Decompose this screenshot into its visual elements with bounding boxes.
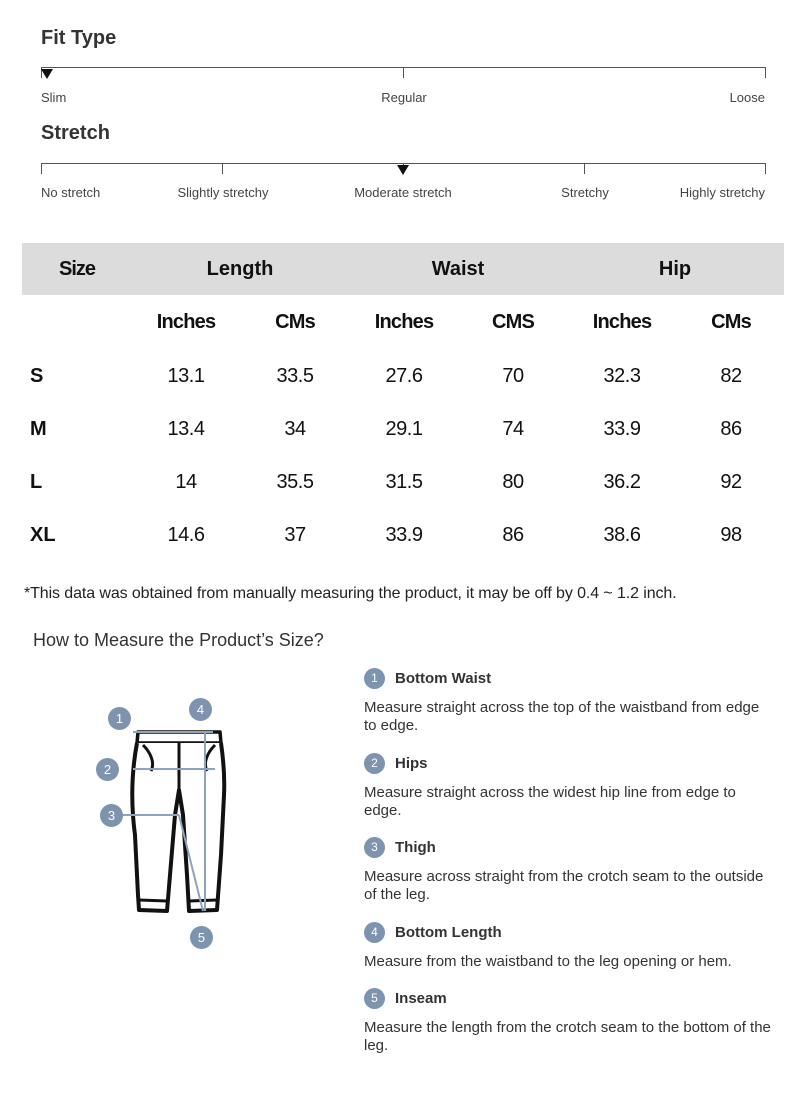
diagram-badge-5: 5 bbox=[190, 926, 213, 949]
step-title: Thigh bbox=[395, 839, 436, 856]
step-number-badge: 1 bbox=[364, 668, 385, 689]
diagram-badge-2: 2 bbox=[96, 758, 119, 781]
stretch-title: Stretch bbox=[41, 122, 110, 144]
header-waist: Waist bbox=[431, 258, 485, 280]
diagram-badge-1: 1 bbox=[108, 707, 131, 730]
subheader-hip-inches: Inches bbox=[592, 311, 652, 333]
diagram-badge-4: 4 bbox=[189, 698, 212, 721]
step-description: Measure the length from the crotch seam to the bottom of the leg. bbox=[364, 1019, 771, 1054]
cell: 98 bbox=[720, 524, 742, 546]
stretch-label-slightly: Slightly stretchy bbox=[177, 185, 269, 200]
step-description: Measure across straight from the crotch seam to the outside of the leg. bbox=[364, 868, 764, 903]
step-description: Measure straight across the widest hip line from edge to edge. bbox=[364, 784, 736, 819]
row-size: M bbox=[30, 418, 47, 440]
cell: 14 bbox=[175, 471, 197, 493]
stretch-label-stretchy: Stretchy bbox=[561, 185, 609, 200]
step-title: Hips bbox=[395, 755, 428, 772]
cell: 33.9 bbox=[385, 524, 423, 546]
cell: 33.5 bbox=[276, 365, 314, 387]
row-size: L bbox=[30, 471, 43, 493]
subheader-hip-cms: CMs bbox=[711, 311, 751, 333]
cell: 36.2 bbox=[603, 471, 641, 493]
cell: 29.1 bbox=[385, 418, 423, 440]
stretch-selected-marker bbox=[397, 165, 409, 175]
fit-type-selected-marker bbox=[41, 69, 53, 79]
subheader-waist-cms: CMS bbox=[491, 311, 535, 333]
cell: 31.5 bbox=[385, 471, 423, 493]
cell: 37 bbox=[284, 524, 306, 546]
step-title: Inseam bbox=[395, 990, 447, 1007]
subheader-waist-inches: Inches bbox=[374, 311, 434, 333]
cell: 27.6 bbox=[385, 365, 423, 387]
stretch-label-none: No stretch bbox=[41, 185, 101, 200]
fit-type-title: Fit Type bbox=[41, 27, 117, 49]
cell: 13.1 bbox=[167, 365, 205, 387]
cell: 38.6 bbox=[603, 524, 641, 546]
step-description: Measure straight across the top of the waistband from edge to edge. bbox=[364, 699, 760, 734]
step-number-badge: 2 bbox=[364, 753, 385, 774]
cell: 34 bbox=[284, 418, 306, 440]
cell: 32.3 bbox=[603, 365, 641, 387]
cell: 14.6 bbox=[167, 524, 205, 546]
stretch-label-moderate: Moderate stretch bbox=[354, 185, 452, 200]
header-length: Length bbox=[206, 258, 274, 280]
step-title: Bottom Waist bbox=[395, 670, 492, 687]
measurement-disclaimer: *This data was obtained from manually measuring the product, it may be off by 0.4 ~ 1.2 inch. bbox=[24, 585, 677, 602]
cell: 13.4 bbox=[167, 418, 205, 440]
step-number-badge: 3 bbox=[364, 837, 385, 858]
stretch-label-highly: Highly stretchy bbox=[679, 185, 765, 200]
fit-label-slim: Slim bbox=[41, 90, 67, 105]
header-hip: Hip bbox=[658, 258, 692, 280]
row-size: S bbox=[30, 365, 44, 387]
how-to-measure-title: How to Measure the Product’s Size? bbox=[33, 630, 324, 650]
cell: 92 bbox=[720, 471, 742, 493]
diagram-badge-3: 3 bbox=[100, 804, 123, 827]
subheader-length-inches: Inches bbox=[156, 311, 216, 333]
cell: 35.5 bbox=[276, 471, 314, 493]
step-title: Bottom Length bbox=[395, 924, 502, 941]
cell: 70 bbox=[502, 365, 524, 387]
fit-label-regular: Regular bbox=[381, 90, 427, 105]
cell: 80 bbox=[502, 471, 524, 493]
cell: 33.9 bbox=[603, 418, 641, 440]
cell: 86 bbox=[720, 418, 742, 440]
step-description: Measure from the waistband to the leg opening or hem. bbox=[364, 953, 732, 970]
row-size: XL bbox=[30, 524, 56, 546]
header-size: Size bbox=[58, 258, 96, 280]
subheader-length-cms: CMs bbox=[275, 311, 315, 333]
step-number-badge: 5 bbox=[364, 988, 385, 1009]
step-number-badge: 4 bbox=[364, 922, 385, 943]
cell: 74 bbox=[502, 418, 524, 440]
cell: 86 bbox=[502, 524, 524, 546]
cell: 82 bbox=[720, 365, 742, 387]
fit-label-loose: Loose bbox=[729, 90, 765, 105]
